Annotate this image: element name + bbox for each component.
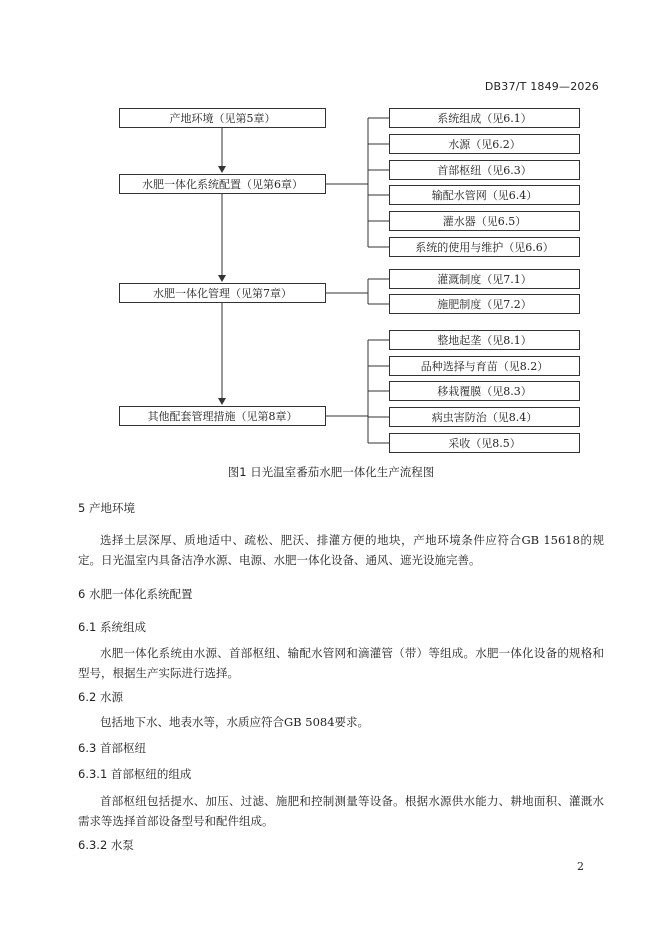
flow-box-8-2: 品种选择与育苗（见8.2）	[389, 356, 580, 376]
section-6-title: 6 水肥一体化系统配置	[78, 587, 193, 601]
section-5-paragraph: 选择土层深厚、质地适中、疏松、肥沃、排灌方便的地块，产地环境条件应符合GB 15618的规定。日光温室内具备洁净水源、电源、水肥一体化设备、通风、遮光设施完善。	[78, 533, 604, 567]
flow-box-8-4: 病虫害防治（见8.4）	[389, 407, 580, 427]
figure-caption: 图1 日光温室番茄水肥一体化生产流程图	[227, 465, 435, 479]
section-6-1-title: 6.1 系统组成	[78, 620, 146, 634]
flow-box-6-1: 系统组成（见6.1）	[389, 108, 580, 128]
flow-box-8-3: 移栽覆膜（见8.3）	[389, 381, 580, 401]
section-6-3-2-title: 6.3.2 水泵	[78, 838, 134, 852]
section-6-1-paragraph: 水肥一体化系统由水源、首部枢纽、输配水管网和滴灌管（带）等组成。水肥一体化设备的规格和型号，根据生产实际进行选择。	[78, 646, 604, 680]
flow-box-6-2: 水源（见6.2）	[389, 134, 580, 154]
flow-box-6-4: 输配水管网（见6.4）	[389, 185, 580, 205]
page-number: 2	[577, 860, 584, 873]
flow-box-site-environment: 产地环境（见第5章）	[119, 108, 326, 128]
section-6-2-paragraph: 包括地下水、地表水等，水质应符合GB 5084要求。	[100, 715, 370, 729]
flow-box-6-3: 首部枢纽（见6.3）	[389, 160, 580, 180]
flow-box-system-config: 水肥一体化系统配置（见第6章）	[119, 174, 326, 194]
section-6-3-title: 6.3 首部枢纽	[78, 741, 146, 755]
section-6-3-1-paragraph: 首部枢纽包括提水、加压、过滤、施肥和控制测量等设备。根据水源供水能力、耕地面积、灌溉水需求等选择首部设备型号和配件组成。	[78, 794, 604, 828]
flow-box-management: 水肥一体化管理（见第7章）	[119, 283, 326, 303]
section-5-title: 5 产地环境	[78, 501, 135, 515]
flow-box-7-2: 施肥制度（见7.2）	[389, 294, 580, 314]
section-6-3-1-title: 6.3.1 首部枢纽的组成	[78, 767, 192, 781]
flow-box-other-measures: 其他配套管理措施（见第8章）	[119, 406, 326, 426]
flow-box-7-1: 灌溉制度（见7.1）	[389, 269, 580, 289]
flow-box-8-1: 整地起垄（见8.1）	[389, 330, 580, 350]
document-number: DB37/T 1849—2026	[484, 80, 599, 93]
section-6-2-title: 6.2 水源	[78, 690, 123, 704]
flow-box-8-5: 采收（见8.5）	[389, 433, 580, 453]
flow-box-6-6: 系统的使用与维护（见6.6）	[389, 237, 580, 257]
flow-box-6-5: 灌水器（见6.5）	[389, 211, 580, 231]
